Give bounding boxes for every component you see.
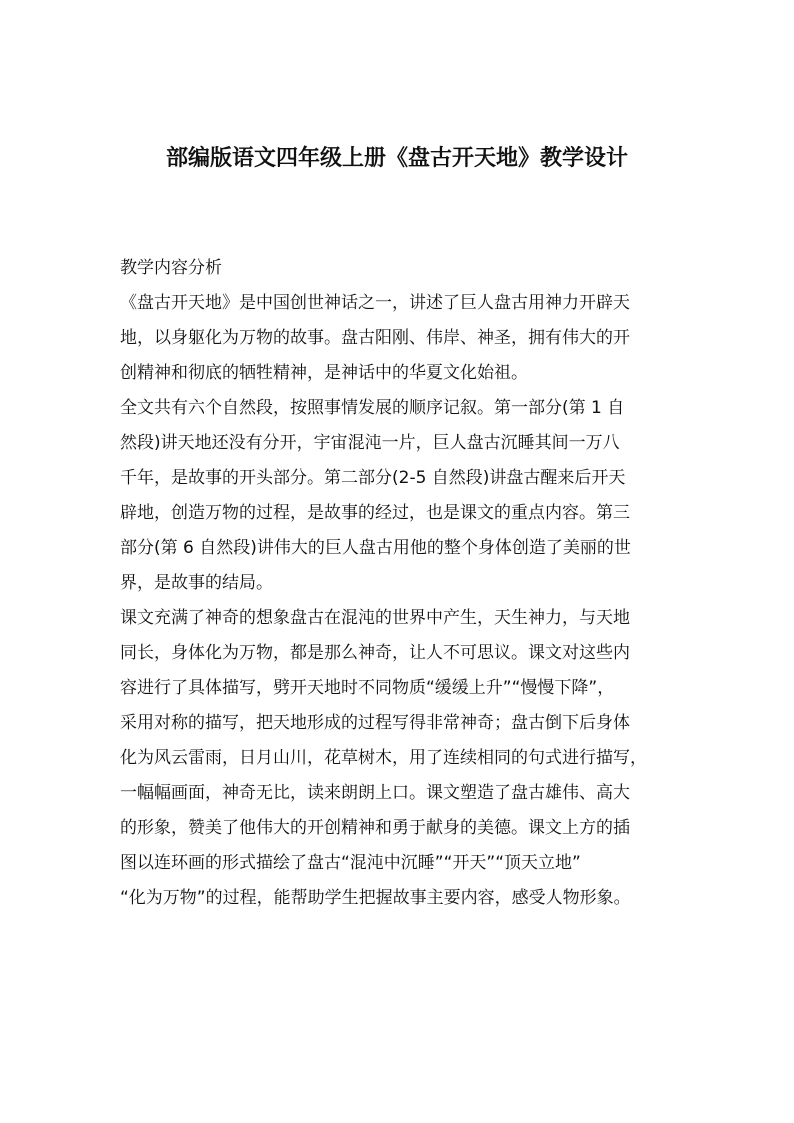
paragraph-line: 化为风云雷雨，日月山川，花草树木，用了连续相同的句式进行描写， bbox=[120, 748, 647, 768]
paragraph-line: 采用对称的描写，把天地形成的过程写得非常神奇；盘古倒下后身体 bbox=[120, 713, 630, 733]
paragraph-line: 全文共有六个自然段，按照事情发展的顺序记叙。第一部分(第 1 自 bbox=[120, 398, 625, 418]
paragraph-line: 容进行了具体描写，劈开天地时不同物质“缓缓上升”“慢慢下降”， bbox=[120, 678, 615, 698]
paragraph-features bbox=[120, 601, 680, 916]
paragraph-line: 的形象，赞美了他伟大的开创精神和勇于献身的美德。课文上方的插 bbox=[120, 818, 630, 838]
paragraph-line: 《盘古开天地》是中国创世神话之一，讲述了巨人盘古用神力开辟天 bbox=[120, 293, 630, 313]
paragraph-structure bbox=[120, 391, 680, 601]
paragraph-summary bbox=[120, 286, 680, 391]
paragraph-line: 千年，是故事的开头部分。第二部分(2-5 自然段)讲盘古醒来后开天 bbox=[120, 468, 626, 488]
paragraph-line: 同长，身体化为万物，都是那么神奇，让人不可思议。课文对这些内 bbox=[120, 643, 630, 663]
paragraph-line: “化为万物”的过程，能帮助学生把握故事主要内容，感受人物形象。 bbox=[120, 888, 631, 908]
paragraph-line: 图以连环画的形式描绘了盘古“混沌中沉睡”“开天”“顶天立地” bbox=[120, 853, 581, 873]
paragraph-line: 界，是故事的结局。 bbox=[120, 573, 273, 593]
document-body bbox=[120, 251, 680, 916]
paragraph-line: 一幅幅画面，神奇无比，读来朗朗上口。课文塑造了盘古雄伟、高大 bbox=[120, 783, 630, 803]
section-heading: 教学内容分析 bbox=[120, 258, 222, 278]
paragraph-line: 创精神和彻底的牺牲精神，是神话中的华夏文化始祖。 bbox=[120, 363, 528, 383]
paragraph-line: 部分(第 6 自然段)讲伟大的巨人盘古用他的整个身体创造了美丽的世 bbox=[120, 538, 631, 558]
paragraph-line: 辟地，创造万物的过程，是故事的经过，也是课文的重点内容。第三 bbox=[120, 503, 630, 523]
paragraph-line: 课文充满了神奇的想象盘古在混沌的世界中产生，天生神力，与天地 bbox=[120, 608, 630, 628]
paragraph-line: 然段)讲天地还没有分开，宇宙混沌一片，巨人盘古沉睡其间一万八 bbox=[120, 433, 620, 453]
document-title: 部编版语文四年级上册《盘古开天地》教学设计 bbox=[165, 145, 628, 171]
paragraph-line: 地，以身躯化为万物的故事。盘古阳刚、伟岸、神圣，拥有伟大的开 bbox=[120, 328, 630, 348]
